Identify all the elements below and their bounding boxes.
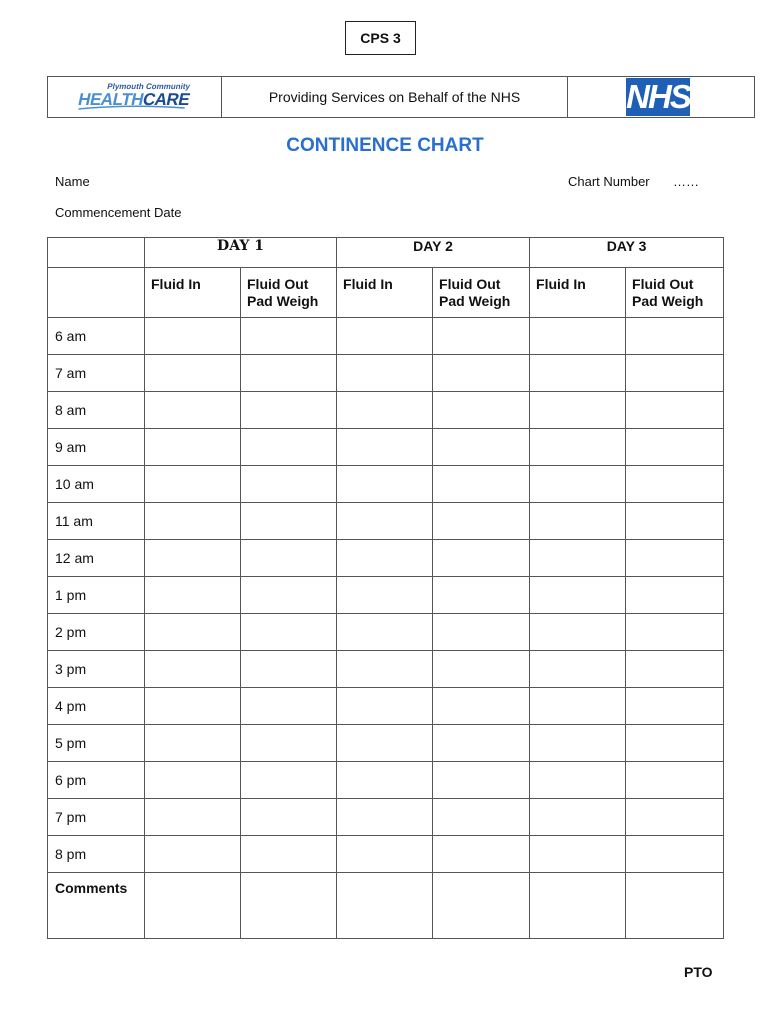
fluid-out-entry-cell[interactable] — [626, 799, 724, 836]
org-logo-small-text: Plymouth Community — [106, 82, 192, 91]
comments-entry-cell[interactable] — [145, 873, 241, 939]
fluid-out-entry-cell[interactable] — [241, 799, 337, 836]
fluid-in-entry-cell[interactable] — [337, 355, 433, 392]
fluid-in-entry-cell[interactable] — [145, 688, 241, 725]
fluid-out-entry-cell[interactable] — [626, 392, 724, 429]
fluid-in-entry-cell[interactable] — [145, 355, 241, 392]
fluid-in-entry-cell[interactable] — [530, 318, 626, 355]
time-row — [48, 466, 724, 503]
fluid-out-entry-cell[interactable] — [626, 540, 724, 577]
org-logo-cell — [48, 77, 222, 117]
fluid-out-entry-cell[interactable] — [433, 355, 530, 392]
fluid-out-entry-cell[interactable] — [433, 503, 530, 540]
chart-number-label: Chart Number — [568, 174, 650, 189]
time-label: 11 am — [48, 503, 145, 540]
name-label: Name — [55, 174, 90, 189]
time-row — [48, 651, 724, 688]
fluid-in-entry-cell[interactable] — [337, 466, 433, 503]
time-label: 8 pm — [48, 836, 145, 873]
org-logo — [76, 83, 193, 111]
fluid-out-entry-cell[interactable] — [433, 651, 530, 688]
fluid-in-entry-cell[interactable] — [337, 725, 433, 762]
fluid-in-header: Fluid In — [337, 268, 433, 318]
fluid-out-entry-cell[interactable] — [433, 540, 530, 577]
fluid-in-entry-cell[interactable] — [337, 503, 433, 540]
time-label: 8 am — [48, 392, 145, 429]
fluid-out-entry-cell[interactable] — [241, 466, 337, 503]
fluid-out-entry-cell[interactable] — [626, 318, 724, 355]
fluid-out-entry-cell[interactable] — [626, 466, 724, 503]
fluid-out-entry-cell[interactable] — [433, 799, 530, 836]
fluid-out-entry-cell[interactable] — [626, 762, 724, 799]
fluid-in-entry-cell[interactable] — [530, 614, 626, 651]
fluid-in-entry-cell[interactable] — [530, 355, 626, 392]
fluid-out-entry-cell[interactable] — [241, 651, 337, 688]
nhs-logo-cell — [568, 77, 754, 117]
fluid-out-entry-cell[interactable] — [241, 725, 337, 762]
tagline-cell — [222, 77, 568, 117]
fluid-in-entry-cell[interactable] — [530, 392, 626, 429]
time-row — [48, 429, 724, 466]
fluid-in-entry-cell[interactable] — [337, 762, 433, 799]
fluid-out-entry-cell[interactable] — [433, 614, 530, 651]
time-row — [48, 577, 724, 614]
fluid-in-entry-cell[interactable] — [530, 429, 626, 466]
fluid-out-entry-cell[interactable] — [433, 577, 530, 614]
fluid-in-entry-cell[interactable] — [145, 392, 241, 429]
fluid-in-entry-cell[interactable] — [530, 799, 626, 836]
fluid-out-entry-cell[interactable] — [433, 762, 530, 799]
comments-entry-cell[interactable] — [241, 873, 337, 939]
fluid-out-entry-cell[interactable] — [626, 725, 724, 762]
org-logo-wordmark: HEALTHCARE — [76, 90, 192, 109]
time-row — [48, 355, 724, 392]
fluid-in-entry-cell[interactable] — [145, 540, 241, 577]
time-row — [48, 725, 724, 762]
fluid-in-entry-cell[interactable] — [145, 614, 241, 651]
fluid-in-entry-cell[interactable] — [145, 762, 241, 799]
comments-label: Comments — [48, 873, 145, 939]
fluid-out-entry-cell[interactable] — [241, 429, 337, 466]
fluid-in-entry-cell[interactable] — [530, 651, 626, 688]
fluid-in-entry-cell[interactable] — [337, 651, 433, 688]
time-label: 3 pm — [48, 651, 145, 688]
fluid-out-entry-cell[interactable] — [241, 836, 337, 873]
fluid-out-entry-cell[interactable] — [433, 429, 530, 466]
time-row — [48, 836, 724, 873]
fluid-in-entry-cell[interactable] — [530, 577, 626, 614]
fluid-in-header: Fluid In — [145, 268, 241, 318]
time-label: 2 pm — [48, 614, 145, 651]
time-label: 6 pm — [48, 762, 145, 799]
fluid-out-entry-cell[interactable] — [433, 725, 530, 762]
fluid-out-entry-cell[interactable] — [626, 355, 724, 392]
fluid-out-entry-cell[interactable] — [433, 392, 530, 429]
fluid-out-header: Fluid Out Pad Weigh — [433, 268, 530, 318]
fluid-out-entry-cell[interactable] — [241, 540, 337, 577]
fluid-in-entry-cell[interactable] — [530, 503, 626, 540]
time-row — [48, 392, 724, 429]
fluid-in-entry-cell[interactable] — [145, 577, 241, 614]
time-label: 12 am — [48, 540, 145, 577]
fluid-in-entry-cell[interactable] — [530, 762, 626, 799]
comments-row — [48, 873, 724, 939]
comments-entry-cell[interactable] — [626, 873, 724, 939]
fluid-in-entry-cell[interactable] — [337, 318, 433, 355]
fluid-in-entry-cell[interactable] — [530, 540, 626, 577]
day-header: DAY 2 — [337, 238, 530, 268]
form-code-box — [345, 21, 416, 55]
fluid-in-entry-cell[interactable] — [145, 836, 241, 873]
time-label: 7 am — [48, 355, 145, 392]
fluid-out-entry-cell[interactable] — [433, 836, 530, 873]
fluid-out-entry-cell[interactable] — [241, 577, 337, 614]
time-row — [48, 503, 724, 540]
fluid-in-entry-cell[interactable] — [337, 614, 433, 651]
fluid-out-entry-cell[interactable] — [241, 318, 337, 355]
fluid-in-entry-cell[interactable] — [337, 836, 433, 873]
fluid-out-header: Fluid Out Pad Weigh — [626, 268, 724, 318]
comments-entry-cell[interactable] — [433, 873, 530, 939]
time-label: 5 pm — [48, 725, 145, 762]
fluid-in-entry-cell[interactable] — [145, 318, 241, 355]
fluid-out-entry-cell[interactable] — [626, 614, 724, 651]
time-row — [48, 762, 724, 799]
fluid-out-entry-cell[interactable] — [626, 836, 724, 873]
time-label: 9 am — [48, 429, 145, 466]
time-row — [48, 318, 724, 355]
fluid-out-entry-cell[interactable] — [626, 503, 724, 540]
fluid-out-entry-cell[interactable] — [241, 355, 337, 392]
fluid-out-entry-cell[interactable] — [433, 466, 530, 503]
fluid-out-entry-cell[interactable] — [241, 392, 337, 429]
comments-entry-cell[interactable] — [337, 873, 433, 939]
header-banner — [47, 76, 755, 118]
fluid-in-entry-cell[interactable] — [337, 577, 433, 614]
fluid-in-entry-cell[interactable] — [145, 799, 241, 836]
time-row — [48, 688, 724, 725]
time-label: 10 am — [48, 466, 145, 503]
fluid-out-entry-cell[interactable] — [241, 688, 337, 725]
fluid-in-entry-cell[interactable] — [530, 725, 626, 762]
fluid-out-entry-cell[interactable] — [626, 651, 724, 688]
time-label: 7 pm — [48, 799, 145, 836]
fluid-in-entry-cell[interactable] — [337, 429, 433, 466]
fluid-out-entry-cell[interactable] — [241, 503, 337, 540]
fluid-out-entry-cell[interactable] — [241, 762, 337, 799]
continence-chart-table — [47, 237, 724, 939]
commencement-date-label: Commencement Date — [55, 205, 182, 220]
fluid-out-entry-cell[interactable] — [626, 577, 724, 614]
fluid-in-entry-cell[interactable] — [145, 725, 241, 762]
fluid-out-entry-cell[interactable] — [433, 688, 530, 725]
nhs-logo: NHS — [626, 78, 690, 115]
form-code: CPS 3 — [360, 30, 401, 46]
fluid-in-entry-cell[interactable] — [530, 836, 626, 873]
comments-entry-cell[interactable] — [530, 873, 626, 939]
fluid-out-entry-cell[interactable] — [241, 614, 337, 651]
fluid-out-entry-cell[interactable] — [626, 429, 724, 466]
time-row — [48, 799, 724, 836]
fluid-in-entry-cell[interactable] — [145, 651, 241, 688]
fluid-out-header: Fluid Out Pad Weigh — [241, 268, 337, 318]
fluid-in-entry-cell[interactable] — [530, 466, 626, 503]
fluid-in-entry-cell[interactable] — [145, 429, 241, 466]
fluid-in-entry-cell[interactable] — [337, 799, 433, 836]
fluid-in-entry-cell[interactable] — [337, 688, 433, 725]
fluid-in-entry-cell[interactable] — [145, 466, 241, 503]
fluid-out-entry-cell[interactable] — [433, 318, 530, 355]
time-label: 6 am — [48, 318, 145, 355]
fluid-in-entry-cell[interactable] — [337, 392, 433, 429]
time-row — [48, 540, 724, 577]
time-label: 4 pm — [48, 688, 145, 725]
day-header: DAY 3 — [530, 238, 724, 268]
fluid-in-entry-cell[interactable] — [145, 503, 241, 540]
page-title: CONTINENCE CHART — [286, 135, 484, 156]
fluid-in-header: Fluid In — [530, 268, 626, 318]
corner-cell — [48, 268, 145, 318]
fluid-in-entry-cell[interactable] — [337, 540, 433, 577]
day-header: DAY 1 — [145, 238, 337, 268]
chart-number-value: …… — [673, 174, 699, 189]
time-row — [48, 614, 724, 651]
corner-cell — [48, 238, 145, 268]
tagline: Providing Services on Behalf of the NHS — [268, 89, 521, 105]
time-label: 1 pm — [48, 577, 145, 614]
fluid-out-entry-cell[interactable] — [626, 688, 724, 725]
fluid-in-entry-cell[interactable] — [530, 688, 626, 725]
pto-label: PTO — [684, 964, 713, 980]
